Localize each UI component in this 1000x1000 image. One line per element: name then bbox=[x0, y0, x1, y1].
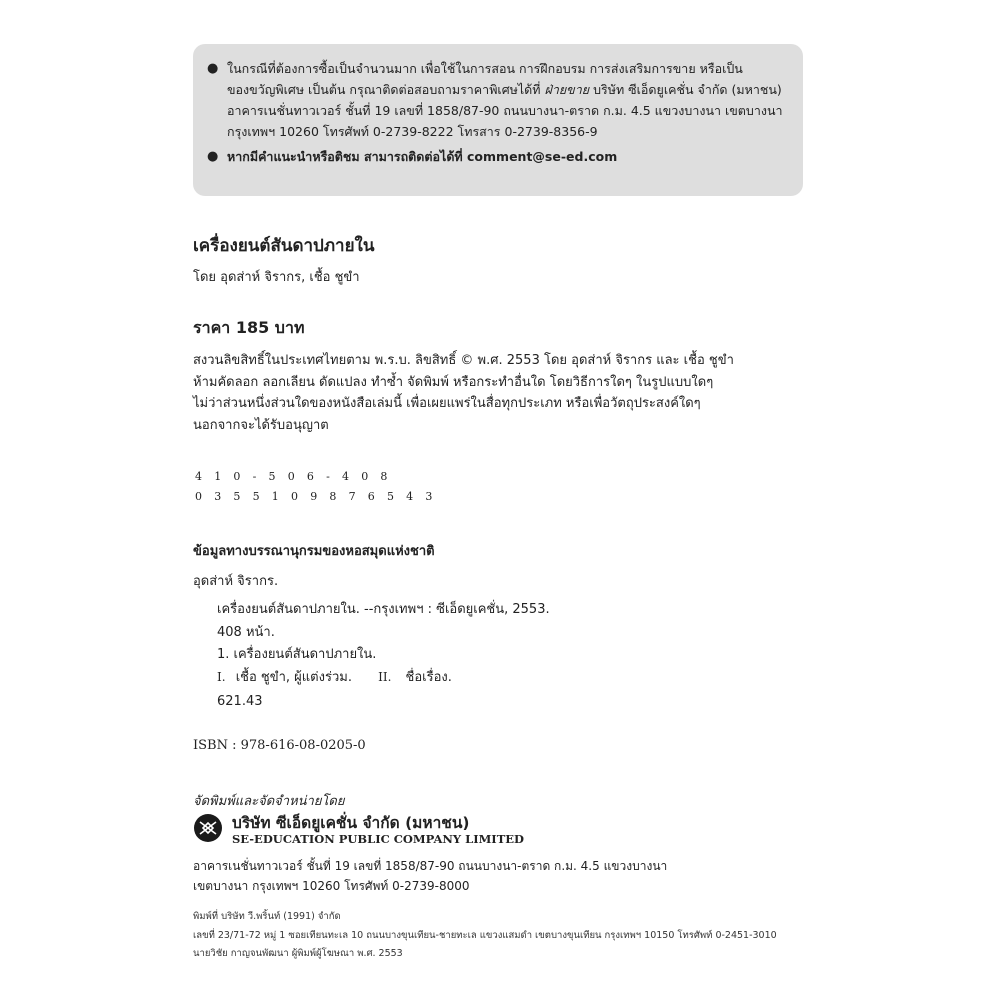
cip-title-line: เครื่องยนต์สันดาปภายใน. --กรุงเทพฯ : ซีเอ็ดยูเคชั่น, 2553. bbox=[217, 602, 550, 617]
cip-added-entries bbox=[217, 666, 452, 687]
info-line: ในกรณีที่ต้องการซื้อเป็นจำนวนมาก เพื่อใช้ในการสอน การฝึกอบรม การส่งเสริมการขาย หรือเป็น bbox=[227, 61, 743, 76]
code-numbers bbox=[195, 467, 445, 507]
copyright-line: ห้ามคัดลอก ลอกเลียน ดัดแปลง ทำซ้ำ จัดพิมพ์ หรือกระทำอื่นใด โดยวิธีการใดๆ ในรูปแบบใดๆ bbox=[193, 374, 714, 390]
isbn: ISBN : 978-616-08-0205-0 bbox=[193, 738, 366, 753]
cip-pages: 408 หน้า. bbox=[217, 625, 275, 640]
bulk-order-bullet bbox=[207, 58, 783, 142]
publisher-address bbox=[193, 856, 667, 896]
copyright-notice bbox=[193, 350, 813, 436]
publisher-label: จัดพิมพ์และจัดจำหน่ายโดย bbox=[193, 794, 345, 809]
printer-line: นายวิชัย กาญจนพัฒนา ผู้พิมพ์ผู้โฆษณา พ.ศ. 2553 bbox=[193, 948, 403, 959]
roman-numeral: I. bbox=[217, 670, 226, 684]
cip-class-number: 621.43 bbox=[217, 694, 263, 709]
cip-subject: 1. เครื่องยนต์สันดาปภายใน. bbox=[217, 647, 377, 662]
info-line: ของขวัญพิเศษ เป็นต้น กรุณาติดต่อสอบถามราคาพิเศษได้ที่ bbox=[227, 82, 541, 97]
book-price: ราคา 185 บาท bbox=[193, 318, 305, 337]
se-ed-logo-icon bbox=[193, 813, 223, 843]
address-line: เขตบางนา กรุงเทพฯ 10260 โทรศัพท์ 0-2739-8000 bbox=[193, 879, 470, 893]
book-code: 410-506-408 bbox=[195, 470, 400, 483]
bulk-order-info-box bbox=[193, 44, 803, 196]
publisher-name-en: SE-EDUCATION PUBLIC COMPANY LIMITED bbox=[232, 832, 524, 846]
publisher-name-th: บริษัท ซีเอ็ดยูเคชั่น จำกัด (มหาชน) bbox=[232, 814, 470, 832]
address-line: อาคารเนชั่นทาวเวอร์ ชั้นที่ 19 เลขที่ 1858/87-90 ถนนบางนา-ตราด ก.ม. 4.5 แขวงบางนา bbox=[193, 859, 668, 873]
roman-numeral: II. bbox=[378, 670, 392, 684]
bullet-icon: ● bbox=[207, 149, 219, 164]
cip-author: อุดส่าห์ จิรากร. bbox=[193, 574, 279, 589]
copyright-line: สงวนลิขสิทธิ์ในประเทศไทยตาม พ.ร.บ. ลิขสิทธิ์ © พ.ศ. 2553 โดย อุดส่าห์ จิรากร และ เชื้อ ชูขำ bbox=[193, 353, 734, 368]
copyright-line: นอกจากจะได้รับอนุญาต bbox=[193, 417, 329, 433]
copyright-line: ไม่ว่าส่วนหนึ่งส่วนใดของหนังสือเล่มนี้ เพื่อเผยแพร่ในสื่อทุกประเภท หรือเพื่อวัตถุประสงค์ใดๆ bbox=[193, 396, 701, 411]
info-line: อาคารเนชั่นทาวเวอร์ ชั้นที่ 19 เลขที่ 1858/87-90 ถนนบางนา-ตราด ก.ม. 4.5 แขวงบางนา เขตบางนา bbox=[227, 103, 783, 118]
printer-line: พิมพ์ที่ บริษัท วี.พริ้นท์ (1991) จำกัด bbox=[193, 911, 341, 922]
printer-line: เลขที่ 23/71-72 หมู่ 1 ซอยเทียนทะเล 10 ถนนบางขุนเทียน-ชายทะเล แขวงแสมดำ เขตบางขุนเทียน กรุงเทพฯ 10150 โทรศัพท์ 0-2451-3010 bbox=[193, 929, 777, 941]
sales-dept-text: ฝ่ายขาย bbox=[544, 82, 590, 97]
info-line: บริษัท ซีเอ็ดยูเคชั่น จำกัด (มหาชน) bbox=[593, 82, 782, 97]
book-title: เครื่องยนต์สันดาปภายใน bbox=[193, 236, 375, 256]
info-line: กรุงเทพฯ 10260 โทรศัพท์ 0-2739-8222 โทรสาร 0-2739-8356-9 bbox=[227, 124, 598, 139]
feedback-bullet bbox=[207, 146, 783, 167]
bullet-icon: ● bbox=[207, 61, 219, 76]
cip-added-author: เชื้อ ชูขำ, ผู้แต่งร่วม. bbox=[235, 670, 352, 685]
book-author: โดย อุดส่าห์ จิรากร, เชื้อ ชูขำ bbox=[193, 270, 360, 285]
printer-info bbox=[193, 908, 777, 964]
cip-added-title: ชื่อเรื่อง. bbox=[405, 670, 452, 685]
cip-heading: ข้อมูลทางบรรณานุกรมของหอสมุดแห่งชาติ bbox=[193, 544, 435, 559]
print-run-code: 0355109876543 bbox=[195, 490, 445, 503]
feedback-text: หากมีคำแนะนำหรือติชม สามารถติดต่อได้ที่ comment@se-ed.com bbox=[227, 149, 618, 164]
